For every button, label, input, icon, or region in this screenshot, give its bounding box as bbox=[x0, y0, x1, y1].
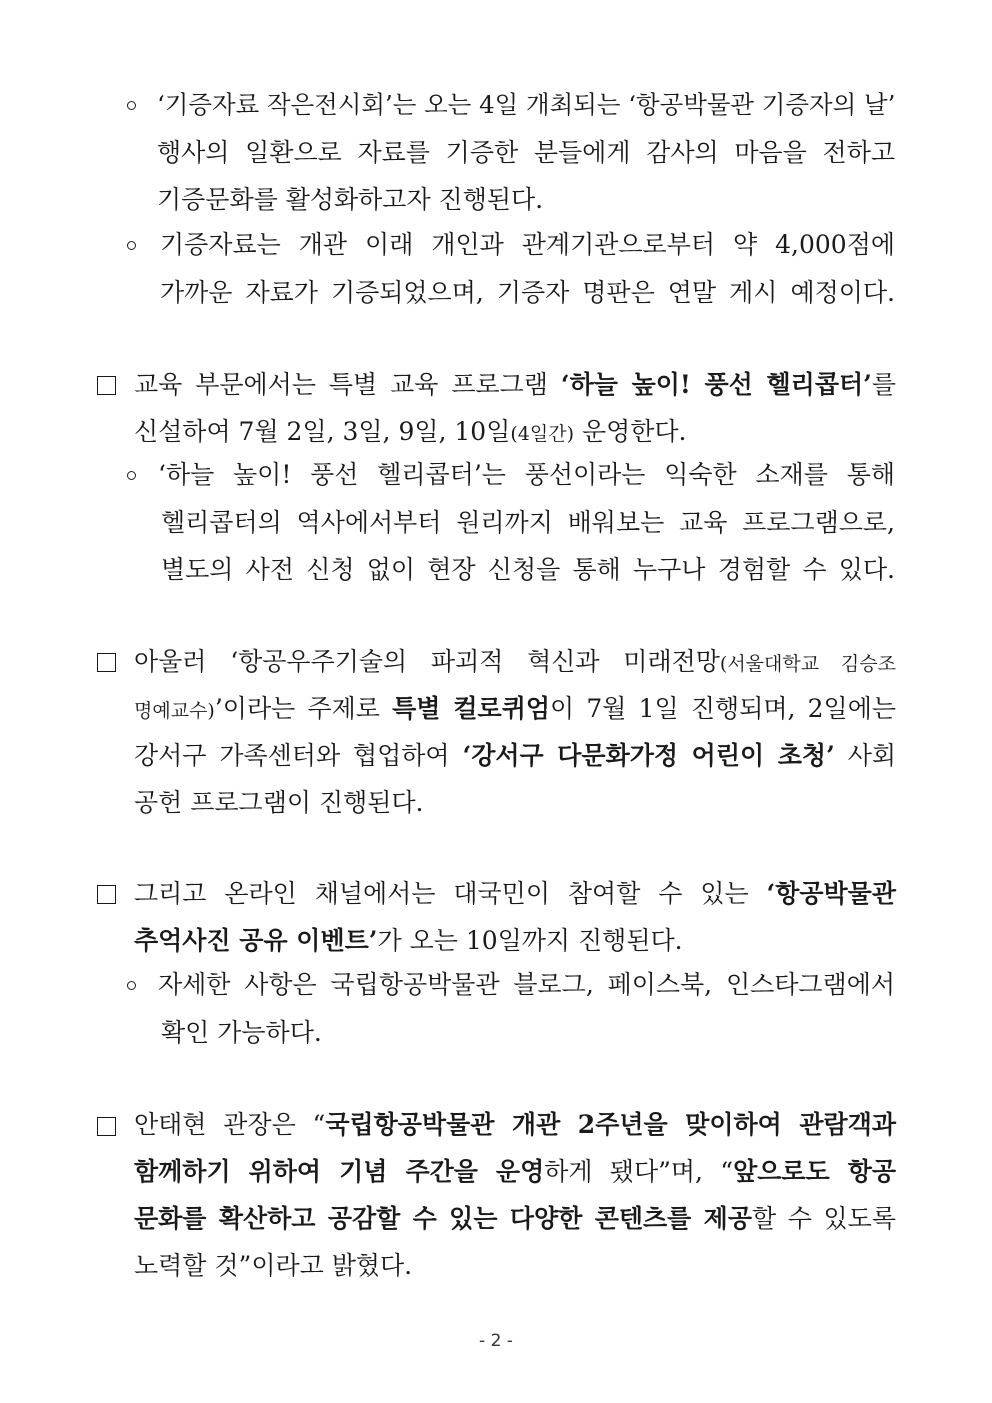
text-run: 하게 됐다”며, “ bbox=[544, 1157, 734, 1186]
text-run: 교육 부문에서는 특별 교육 프로그램 bbox=[134, 370, 561, 399]
text-run: 가 오는 10일까지 진행된다. bbox=[377, 926, 683, 955]
circle-bullet-icon bbox=[127, 101, 136, 110]
text-line bbox=[161, 506, 895, 540]
checkbox-square-icon bbox=[97, 376, 116, 395]
small-text-run: (4일간) bbox=[510, 423, 574, 445]
text-run: 사회 bbox=[834, 741, 896, 770]
text-run: 가까운 자료가 기증되었으며, 기증자 명판은 연말 게시 예정이다. bbox=[160, 278, 895, 307]
text-line bbox=[134, 415, 896, 451]
circle-bullet-icon bbox=[127, 981, 136, 990]
bold-text-run: 추억사진 공유 이벤트’ bbox=[134, 926, 378, 955]
text-line bbox=[157, 136, 895, 170]
text-run: 공헌 프로그램이 진행된다. bbox=[134, 788, 424, 817]
text-line bbox=[158, 458, 895, 492]
text-run: 자세한 사항은 국립항공박물관 블로그, 페이스북, 인스타그램에서 bbox=[158, 970, 895, 999]
text-line bbox=[134, 368, 896, 402]
text-line bbox=[134, 645, 896, 681]
text-line bbox=[134, 1249, 896, 1283]
text-line bbox=[158, 968, 895, 1002]
text-run: 이 7월 1일 진행되며, 2일에는 bbox=[550, 694, 897, 723]
bold-text-run: ‘하늘 높이! 풍선 헬리콥터’ bbox=[560, 370, 872, 399]
bold-text-run: ‘항공박물관 bbox=[766, 879, 896, 908]
text-run: 운영한다. bbox=[574, 417, 687, 446]
text-run: 확인 가능하다. bbox=[161, 1018, 322, 1047]
text-run: 기증자료는 개관 이래 개인과 관계기관으로부터 약 4,000점에 bbox=[160, 230, 895, 259]
small-text-run: 명예교수) bbox=[134, 700, 215, 722]
text-line bbox=[134, 692, 896, 728]
text-line bbox=[160, 228, 895, 262]
text-run: 그리고 온라인 채널에서는 대국민이 참여할 수 있는 bbox=[134, 879, 767, 908]
text-run: ‘기증자료 작은전시회’는 오는 4일 개최되는 ‘항공박물관 기증자의 날’ bbox=[157, 90, 896, 119]
text-run: 기증문화를 활성화하고자 진행된다. bbox=[157, 185, 544, 214]
text-run: 별도의 사전 신청 없이 현장 신청을 통해 누구나 경험할 수 있다. bbox=[161, 555, 895, 584]
text-line bbox=[134, 877, 896, 911]
text-line bbox=[134, 786, 896, 820]
text-line bbox=[161, 553, 895, 587]
checkbox-square-icon bbox=[97, 885, 116, 904]
text-line bbox=[134, 1155, 896, 1189]
text-line bbox=[134, 1202, 896, 1236]
text-run: ’이라는 주제로 bbox=[214, 694, 393, 723]
text-line bbox=[134, 739, 896, 773]
circle-bullet-icon bbox=[127, 241, 136, 250]
text-run: 안태현 관장은 “ bbox=[134, 1110, 326, 1139]
text-run: 헬리콥터의 역사에서부터 원리까지 배워보는 교육 프로그램으로, bbox=[161, 508, 895, 537]
text-run: 를 bbox=[871, 370, 896, 399]
text-line bbox=[157, 183, 895, 217]
small-text-run: (서울대학교 김승조 bbox=[719, 653, 896, 675]
bold-text-run: 국립항공박물관 개관 2주년을 맞이하여 관람객과 bbox=[325, 1110, 896, 1139]
text-line bbox=[134, 1108, 896, 1142]
text-run: 노력할 것”이라고 밝혔다. bbox=[134, 1251, 413, 1280]
circle-bullet-icon bbox=[127, 471, 136, 480]
bold-text-run: 특별 컬로퀴엄 bbox=[392, 694, 550, 723]
checkbox-square-icon bbox=[97, 653, 116, 672]
text-run: ‘하늘 높이! 풍선 헬리콥터’는 풍선이라는 익숙한 소재를 통해 bbox=[158, 460, 895, 489]
text-run: 강서구 가족센터와 협업하여 bbox=[134, 741, 463, 770]
text-run: 신설하여 7월 2일, 3일, 9일, 10일 bbox=[134, 417, 511, 446]
text-line bbox=[157, 88, 895, 122]
text-run: 아울러 ‘항공우주기술의 파괴적 혁신과 미래전망 bbox=[134, 647, 720, 676]
text-run: 할 수 있도록 bbox=[751, 1204, 896, 1233]
page-number: - 2 - bbox=[479, 1331, 513, 1351]
text-line bbox=[161, 1016, 895, 1050]
bold-text-run: 문화를 확산하고 공감할 수 있는 다양한 콘텐츠를 제공 bbox=[134, 1204, 752, 1233]
checkbox-square-icon bbox=[97, 1117, 116, 1136]
text-line bbox=[160, 276, 895, 310]
text-run: 행사의 일환으로 자료를 기증한 분들에게 감사의 마음을 전하고 bbox=[157, 138, 895, 167]
bold-text-run: ‘강서구 다문화가정 어린이 초청’ bbox=[462, 741, 835, 770]
bold-text-run: 앞으로도 항공 bbox=[733, 1157, 897, 1186]
bold-text-run: 함께하기 위하여 기념 주간을 운영 bbox=[134, 1157, 545, 1186]
text-line bbox=[134, 924, 896, 958]
